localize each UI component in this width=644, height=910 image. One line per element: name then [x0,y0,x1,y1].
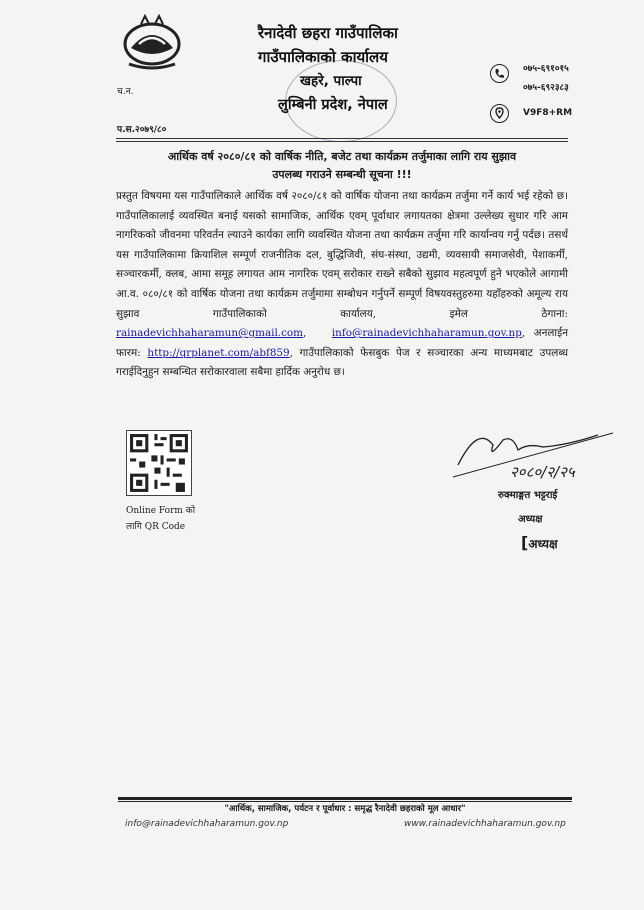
signature-date: २०८०/२/२५ [510,463,575,481]
qr-caption-line2: लागि QR Code [126,522,186,532]
header-divider-secondary [116,141,568,142]
handwritten-signature [448,405,618,485]
online-form-link[interactable]: http://qrplanet.com/abf859 [147,346,290,359]
office-name: गाउँपालिकाको कार्यालय [258,48,388,66]
designation-stamp [521,533,558,552]
signer-name: रुक्माङ्गत भट्टराई [498,490,558,501]
letter-reference: प.स.२०७९/८० [117,125,167,135]
body-intro: प्रस्तुत विषयमा यस गाउँपालिकाले आर्थिक वर्ष २०८०/८१ को वार्षिक योजना तथा कार्यक्रम तर्जुमा गर्ने कार्य भई रहेको छ। गाउँपालिकालाई व्यवस्थित बनाई यसको सामाजिक, आर्थिक एवम् पूर्वाधार लगायतका क्षेत्रमा उल्लेख्य सुधार गरि आम नागरिकको जीवनमा परिवर्तन ल्याउने कार्यका लागि व्यवस्थित योजना तथा कार्यक्रम तर्जुमा गरि कार्यान्वय गर्नु पर्दछ। तसर्थ यस गाउँपालिकामा क्रियाशिल सम्पूर्ण राजनीतिक दल, बुद्धिजिवी, संघ-संस्था, उद्यमी, व्यवसायी समाजसेवी, पेशाकर्मी, सञ्चारकर्मी, क्लब, आमा समूह लगायत आम नागरिक एवम् सरोकार राख्ने सबैको सुझाव महत्वपूर्ण हुने भएकोले आगामी आ.व. ०८०/८१ को वार्षिक योजना तथा कार्यक्रम तर्जुमामा सम्बोधन गर्नुपर्ने सम्पूर्ण विषयवस्तुहरुमा यहाँहरुको अमूल्य राय सुझाव गाउँपालिकाको कार्यालय, इमेल ठेगाना: [116,190,568,320]
nepal-emblem-icon [117,14,187,72]
official-email-link[interactable]: info@rainadevichhaharamun.gov.np [331,327,522,340]
notice-body [116,187,568,383]
phone-icon [490,64,509,83]
body-closing: , गाउँपालिकाको फेसबुक पेज र सञ्चारका अन्य माध्यमबाट उपलब्ध गराईदिनुहुन सम्बन्धित सरोकारवाला सबैमा हार्दिक अनुरोध छ। [116,346,568,379]
notice-subject-line2: उपलब्ध गराउने सम्बन्धी सूचना !!! [272,168,412,181]
qr-code[interactable] [126,430,192,496]
office-address: खहरे, पाल्पा [300,73,362,89]
email-separator: , [303,327,307,340]
footer-rule-thin [118,801,572,802]
stamp-text: अध्यक्ष [528,537,558,551]
stamp-bracket-icon: [ [521,533,529,552]
footer-motto: "आर्थिक, सामाजिक, पर्यटन र पूर्वाधार : समृद्ध रैनादेवी छहराको मूल आधार" [224,804,466,814]
footer-rule [118,797,572,800]
phone-number-1: ०७५-६९१०१५ [523,64,569,74]
province-country: लुम्बिनी प्रदेश, नेपाल [278,97,388,113]
online-form-label: , अनलाईन फारम: [116,327,568,359]
qr-caption-line1: Online Form को [126,506,196,516]
footer-website-link[interactable]: www.rainadevichhaharamun.gov.np [404,819,566,829]
gmail-address-link[interactable]: rainadevichhaharamun@gmail.com [116,327,304,340]
notice-subject-line1: आर्थिक वर्ष २०८०/८१ को वार्षिक नीति, बजेट तथा कार्यक्रम तर्जुमाका लागि राय सुझाव [167,150,517,163]
municipality-name: रैनादेवी छहरा गाउँपालिका [258,24,398,42]
footer-email-link[interactable]: info@rainadevichhaharamun.gov.np [125,819,289,829]
signer-designation: अध्यक्ष [518,514,543,525]
plus-code: V9F8+RM [523,108,573,118]
header-divider [116,138,568,139]
phone-number-2: ०७५-६९२३८३ [523,83,569,93]
dispatch-number-label: च.न. [117,87,134,97]
qr-caption [126,503,195,535]
location-pin-icon [490,104,509,123]
